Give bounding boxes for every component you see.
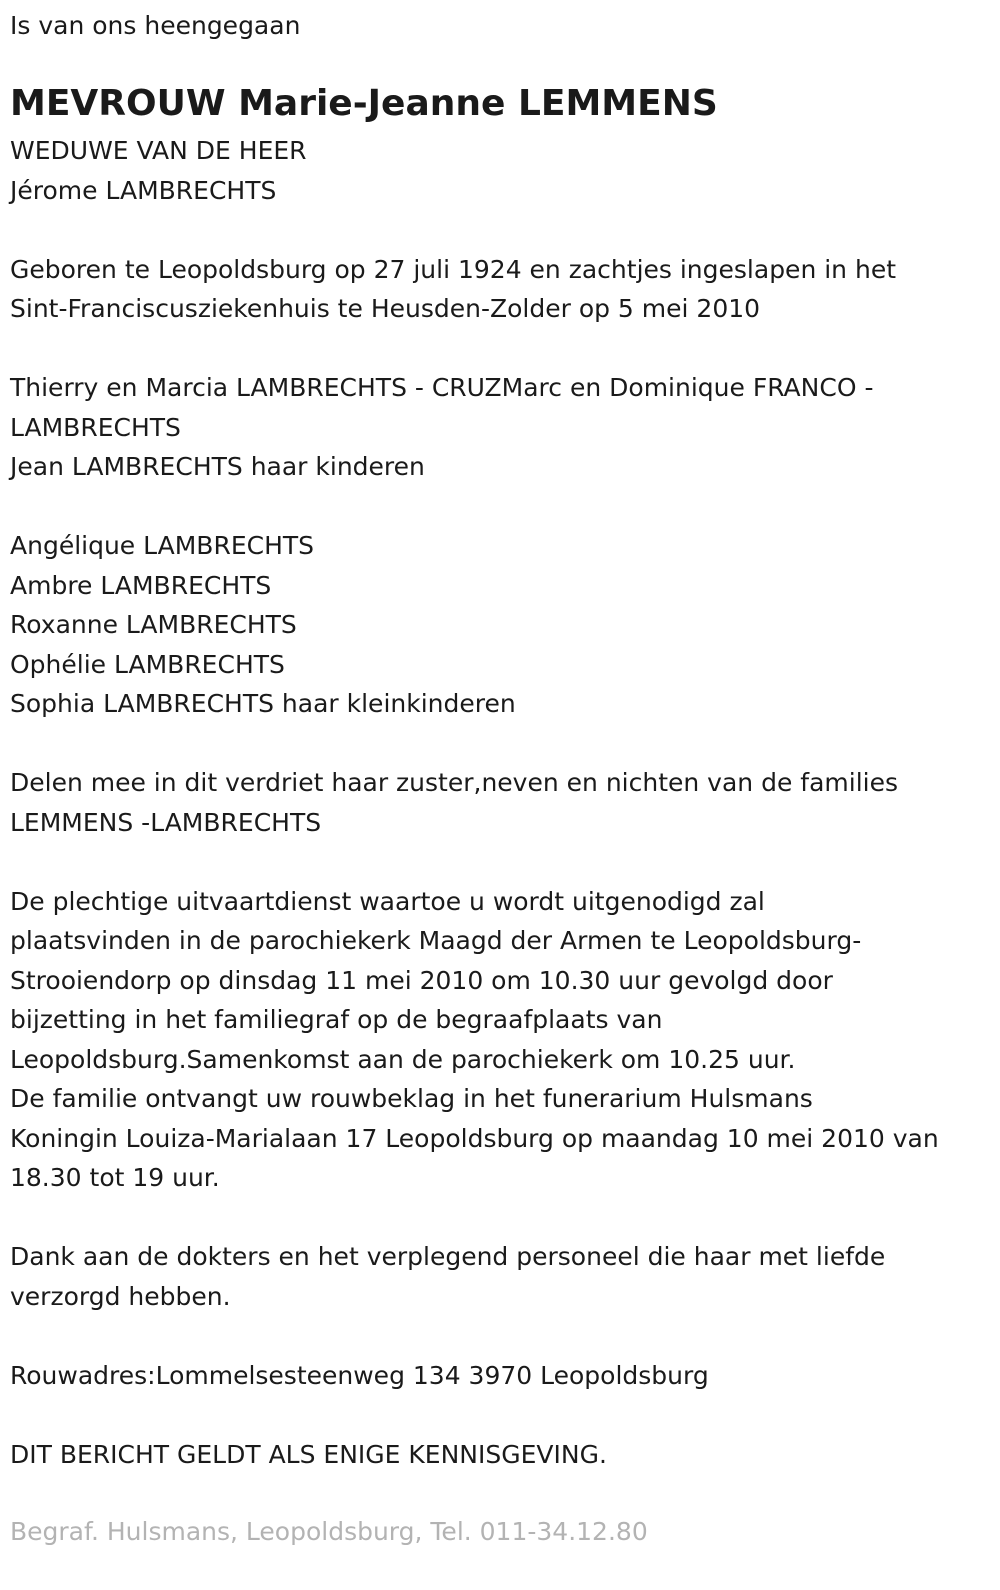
funeral-home-footer: Begraf. Hulsmans, Leopoldsburg, Tel. 011-34.12.80 xyxy=(10,1517,648,1546)
service-line: 18.30 tot 19 uur. xyxy=(10,1163,220,1192)
family-line: Delen mee in dit verdriet haar zuster,neven en nichten van de families xyxy=(10,768,899,797)
service-line: Strooiendorp op dinsdag 11 mei 2010 om 10.30 uur gevolgd door xyxy=(10,965,833,995)
children-line: Thierry en Marcia LAMBRECHTS - CRUZMarc en Dominique FRANCO - xyxy=(10,373,874,402)
grandchild-line: Sophia LAMBRECHTS haar kleinkinderen xyxy=(10,689,516,718)
service-line: De familie ontvangt uw rouwbeklag in het funerarium Hulsmans xyxy=(10,1084,813,1113)
spacer xyxy=(10,1316,985,1356)
spacer xyxy=(10,1198,985,1238)
children-line: LAMBRECHTS xyxy=(10,412,181,442)
thanks-line: Dank aan de dokters en het verplegend personeel die haar met liefde xyxy=(10,1242,886,1271)
grandchild-line: Angélique LAMBRECHTS xyxy=(10,531,315,560)
service-line: De plechtige uitvaartdienst waartoe u wordt uitgenodigd zal xyxy=(10,886,765,916)
children-line: Jean LAMBRECHTS haar kinderen xyxy=(10,452,425,481)
grandchild-line: Ophélie LAMBRECHTS xyxy=(10,649,285,679)
spacer xyxy=(10,1395,985,1435)
spouse-name: Jérome LAMBRECHTS xyxy=(10,175,277,205)
service-line: plaatsvinden in de parochiekerk Maagd der Armen te Leopoldsburg- xyxy=(10,926,862,955)
spacer xyxy=(10,210,985,250)
deceased-name: MEVROUW Marie-Jeanne LEMMENS xyxy=(10,83,718,124)
spouse-line: WEDUWE VAN DE HEER xyxy=(10,136,307,165)
service-line: Leopoldsburg.Samenkomst aan de parochiekerk om 10.25 uur. xyxy=(10,1044,796,1074)
service-line: Koningin Louiza-Marialaan 17 Leopoldsburg op maandag 10 mei 2010 van xyxy=(10,1123,939,1153)
notice-text: DIT BERICHT GELDT ALS ENIGE KENNISGEVING. xyxy=(10,1439,607,1469)
spacer xyxy=(10,724,985,764)
birth-line: Sint-Franciscusziekenhuis te Heusden-Zolder op 5 mei 2010 xyxy=(10,294,761,323)
spacer xyxy=(10,329,985,369)
grandchild-line: Ambre LAMBRECHTS xyxy=(10,570,272,600)
birth-line: Geboren te Leopoldsburg op 27 juli 1924 en zachtjes ingeslapen in het xyxy=(10,254,896,284)
spacer xyxy=(10,487,985,527)
grandchild-line: Roxanne LAMBRECHTS xyxy=(10,610,297,639)
thanks-line: verzorgd hebben. xyxy=(10,1281,231,1311)
service-line: bijzetting in het familiegraf op de begraafplaats van xyxy=(10,1005,663,1034)
spacer xyxy=(10,842,985,882)
mourning-address: Rouwadres:Lommelsesteenweg 134 3970 Leopoldsburg xyxy=(10,1360,709,1390)
notice-body xyxy=(10,131,985,1474)
family-line: LEMMENS -LAMBRECHTS xyxy=(10,807,322,837)
intro-text: Is van ons heengegaan xyxy=(10,11,301,40)
